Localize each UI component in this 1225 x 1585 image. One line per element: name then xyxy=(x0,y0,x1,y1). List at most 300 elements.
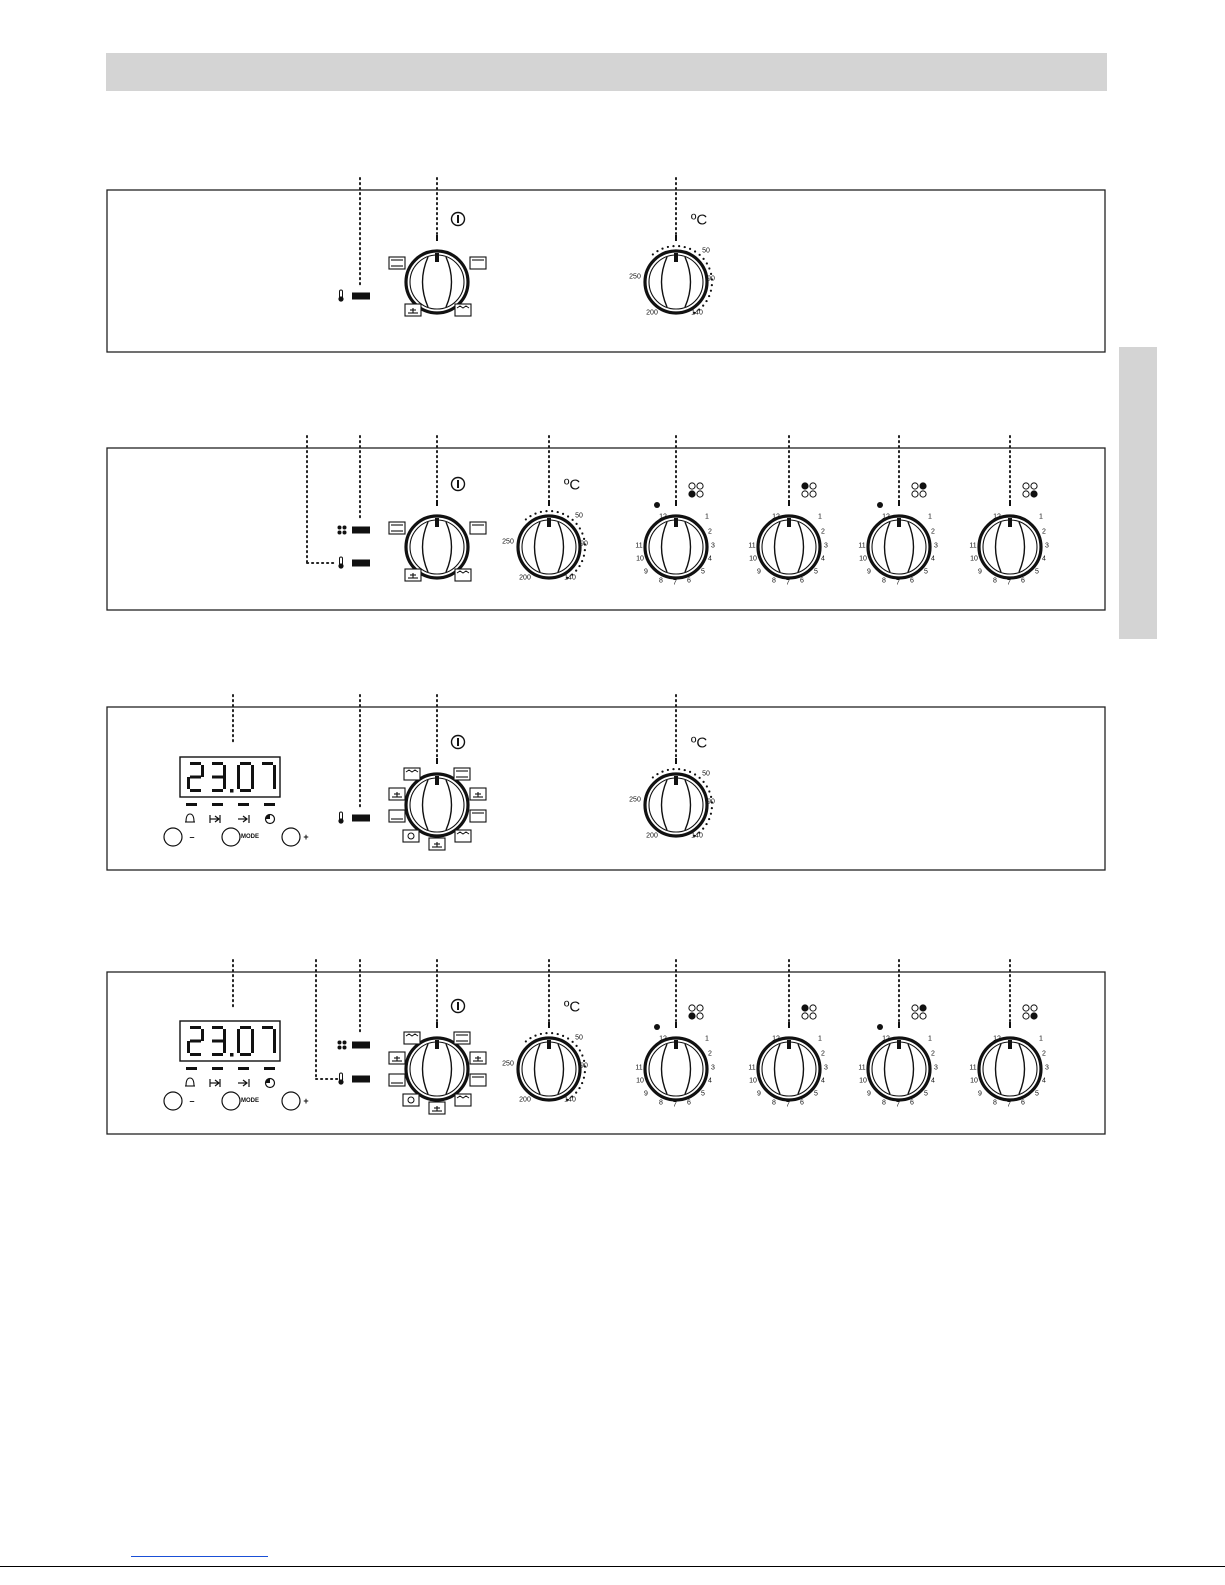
power-level-label: 5 xyxy=(701,568,705,576)
scale-dot xyxy=(689,771,691,773)
scale-dot xyxy=(694,773,696,775)
scale-dot xyxy=(545,510,547,512)
button-label: MODE xyxy=(241,1098,259,1104)
oven-mode-icon xyxy=(455,830,471,842)
power-level-label: 7 xyxy=(896,1101,900,1109)
power-level-label: 6 xyxy=(800,577,804,585)
power-level-label: 11 xyxy=(748,1064,756,1072)
power-level-label: 10 xyxy=(749,555,757,563)
button-label: + xyxy=(303,832,309,842)
display-marker xyxy=(186,803,197,806)
temperature-scale-label: 200 xyxy=(646,832,658,840)
knob-pointer xyxy=(787,1040,791,1049)
power-level-label: 4 xyxy=(931,555,935,563)
button-circle[interactable] xyxy=(164,1092,182,1110)
power-level-label: 3 xyxy=(1045,542,1049,550)
power-level-label: 11 xyxy=(748,542,756,550)
control-knob[interactable] xyxy=(389,736,486,851)
scale-dot xyxy=(567,515,569,517)
oven-mode-icon xyxy=(454,768,470,780)
thermometer-icon xyxy=(338,812,343,824)
control-panel xyxy=(107,695,1105,870)
power-level-label: 3 xyxy=(824,1064,828,1072)
indicator-lamp xyxy=(352,815,370,822)
power-level-label: 10 xyxy=(859,555,867,563)
clock-icon xyxy=(266,1079,275,1088)
knob-pointer xyxy=(435,518,439,527)
mode-button[interactable] xyxy=(222,1092,259,1110)
oven-mode-icon xyxy=(470,788,486,800)
power-level-label: 4 xyxy=(708,1077,712,1085)
scale-dot xyxy=(579,527,581,529)
power-level-label: 7 xyxy=(896,579,900,587)
cooking-zone-icon xyxy=(802,1005,816,1019)
display-marker xyxy=(186,1067,197,1070)
scale-dot xyxy=(661,248,663,250)
control-knob[interactable] xyxy=(748,483,828,587)
power-icon xyxy=(452,213,465,226)
scale-dot xyxy=(711,807,713,809)
scale-dot xyxy=(699,777,701,779)
bell-icon xyxy=(185,814,195,822)
power-level-label: 2 xyxy=(1042,1050,1046,1058)
scale-dot xyxy=(689,248,691,250)
power-level-label: 8 xyxy=(659,577,663,585)
indicator-lamp xyxy=(352,1042,370,1049)
power-level-label: 9 xyxy=(644,568,648,576)
scale-dot xyxy=(562,1035,564,1037)
oven-mode-icon xyxy=(455,1094,471,1106)
power-level-label: 10 xyxy=(636,1077,644,1085)
thermometer-icon xyxy=(338,290,343,302)
power-level-label: 2 xyxy=(821,528,825,536)
oven-mode-icon xyxy=(389,810,405,822)
indicator-lamp xyxy=(352,527,370,534)
scale-dot xyxy=(684,769,686,771)
power-level-label: 7 xyxy=(1007,1101,1011,1109)
display-value: 23.07 xyxy=(228,777,232,778)
power-level-label: 10 xyxy=(970,1077,978,1085)
temperature-scale-label: 140 xyxy=(564,574,576,582)
temperature-scale-label: 50 xyxy=(575,1034,583,1042)
temperature-scale-label: 50 xyxy=(702,247,710,255)
power-level-label: 1 xyxy=(1039,513,1043,521)
power-icon xyxy=(452,1000,465,1013)
temperature-scale-label: 200 xyxy=(519,574,531,582)
scale-dot xyxy=(551,510,553,512)
scale-dot xyxy=(583,1077,585,1079)
cooking-zone-icon xyxy=(802,483,816,497)
power-icon xyxy=(452,478,465,491)
power-level-label: 1 xyxy=(705,513,709,521)
scale-dot xyxy=(699,254,701,256)
knob-pointer xyxy=(897,1040,901,1049)
knob-pointer xyxy=(897,518,901,527)
knob-pointer xyxy=(547,1040,551,1049)
button-circle[interactable] xyxy=(222,828,240,846)
power-level-label: 2 xyxy=(931,1050,935,1058)
power-level-label: 6 xyxy=(687,1099,691,1107)
knob-pointer xyxy=(1008,518,1012,527)
oven-mode-icon xyxy=(403,830,419,842)
power-level-label: 12 xyxy=(882,1035,890,1043)
oven-mode-icon xyxy=(455,304,471,316)
scale-dot xyxy=(562,513,564,515)
scale-dot xyxy=(525,518,527,520)
control-knob[interactable] xyxy=(635,483,715,587)
oven-mode-icon xyxy=(389,1074,405,1086)
oven-mode-icon xyxy=(389,522,405,534)
temperature-scale-label: 200 xyxy=(646,309,658,317)
oven-mode-icon xyxy=(470,257,486,269)
control-knob[interactable] xyxy=(502,477,588,582)
power-level-label: 3 xyxy=(934,1064,938,1072)
power-level-label: 3 xyxy=(711,542,715,550)
power-level-label: 5 xyxy=(814,568,818,576)
thermometer-icon xyxy=(338,1073,343,1085)
temperature-scale-label: 90 xyxy=(580,1062,588,1070)
scale-dot xyxy=(579,1049,581,1051)
power-level-label: 12 xyxy=(772,513,780,521)
power-level-label: 6 xyxy=(1021,577,1025,585)
control-panel xyxy=(107,178,1105,352)
power-level-label: 2 xyxy=(708,1050,712,1058)
power-level-label: 6 xyxy=(687,577,691,585)
power-level-label: 8 xyxy=(659,1099,663,1107)
mode-button[interactable] xyxy=(222,828,259,846)
display-marker xyxy=(212,803,223,806)
position-dot xyxy=(877,502,883,508)
scale-dot xyxy=(678,768,680,770)
power-level-label: 12 xyxy=(659,513,667,521)
scale-dot xyxy=(529,515,531,517)
power-level-label: 8 xyxy=(882,577,886,585)
display-marker xyxy=(238,1067,249,1070)
power-level-label: 1 xyxy=(928,513,932,521)
scale-dot xyxy=(652,253,654,255)
power-level-label: 6 xyxy=(910,577,914,585)
indicator-lamp xyxy=(352,293,370,300)
oven-mode-icon xyxy=(403,1094,419,1106)
scale-dot xyxy=(710,813,712,815)
power-level-label: 10 xyxy=(859,1077,867,1085)
indicator-lamp xyxy=(352,560,370,567)
scale-dot xyxy=(705,300,707,302)
scale-dot xyxy=(684,246,686,248)
scale-dot xyxy=(575,1045,577,1047)
button-circle[interactable] xyxy=(282,828,300,846)
display-marker xyxy=(238,803,249,806)
knob-pointer xyxy=(1008,1040,1012,1049)
power-level-label: 6 xyxy=(910,1099,914,1107)
power-level-label: 11 xyxy=(858,542,866,550)
scale-dot xyxy=(572,1041,574,1043)
celsius-label: ºC xyxy=(690,734,708,752)
power-level-label: 1 xyxy=(818,513,822,521)
bell-icon xyxy=(185,1078,195,1086)
scale-dot xyxy=(711,284,713,286)
control-knob[interactable] xyxy=(629,212,715,317)
power-level-label: 5 xyxy=(701,1090,705,1098)
scale-dot xyxy=(656,773,658,775)
scale-dot xyxy=(581,1054,583,1056)
power-level-label: 5 xyxy=(1035,568,1039,576)
display-value: 23.07 xyxy=(228,1041,232,1042)
power-level-label: 12 xyxy=(993,1035,1001,1043)
power-level-label: 2 xyxy=(1042,528,1046,536)
knob-pointer xyxy=(435,1040,439,1049)
temperature-scale-label: 50 xyxy=(575,512,583,520)
position-dot xyxy=(877,1024,883,1030)
scale-dot xyxy=(575,1092,577,1094)
control-knob[interactable] xyxy=(858,483,938,587)
knob-pointer xyxy=(435,253,439,262)
power-level-label: 8 xyxy=(993,1099,997,1107)
power-level-label: 1 xyxy=(705,1035,709,1043)
knob-pointer xyxy=(547,518,551,527)
power-level-label: 11 xyxy=(969,1064,977,1072)
panel-frame xyxy=(107,448,1105,610)
power-level-label: 2 xyxy=(821,1050,825,1058)
timer-display xyxy=(164,757,309,846)
timer-display xyxy=(164,1021,309,1110)
scale-dot xyxy=(708,790,710,792)
power-icon xyxy=(452,736,465,749)
temperature-scale-label: 140 xyxy=(564,1096,576,1104)
oven-mode-icon xyxy=(405,569,421,581)
cooking-zone-icon xyxy=(1023,483,1037,497)
power-level-label: 4 xyxy=(1042,555,1046,563)
power-level-label: 3 xyxy=(711,1064,715,1072)
power-level-label: 9 xyxy=(757,1090,761,1098)
scale-dot xyxy=(581,532,583,534)
button-label: – xyxy=(189,1096,195,1106)
knob-pointer xyxy=(674,253,678,262)
power-level-label: 7 xyxy=(673,579,677,587)
duration-icon xyxy=(210,1079,220,1087)
display-marker xyxy=(264,803,275,806)
power-level-label: 4 xyxy=(1042,1077,1046,1085)
temperature-scale-label: 250 xyxy=(629,796,641,804)
scale-dot xyxy=(557,511,559,513)
control-knob[interactable] xyxy=(969,483,1049,587)
button-label: MODE xyxy=(241,834,259,840)
plus-button[interactable] xyxy=(282,828,309,846)
power-level-label: 3 xyxy=(934,542,938,550)
cooking-zone-icon xyxy=(912,483,926,497)
power-level-label: 11 xyxy=(858,1064,866,1072)
scale-dot xyxy=(672,245,674,247)
power-level-label: 11 xyxy=(635,542,643,550)
panel-frame xyxy=(107,190,1105,352)
power-level-label: 8 xyxy=(772,577,776,585)
minus-button[interactable] xyxy=(164,828,195,846)
temperature-scale-label: 50 xyxy=(702,770,710,778)
button-circle[interactable] xyxy=(282,1092,300,1110)
button-circle[interactable] xyxy=(222,1092,240,1110)
control-panel xyxy=(107,960,1105,1134)
thermometer-icon xyxy=(338,557,343,569)
scale-dot xyxy=(710,290,712,292)
temperature-scale-label: 250 xyxy=(502,538,514,546)
display-marker xyxy=(212,1067,223,1070)
power-level-label: 1 xyxy=(928,1035,932,1043)
button-label: – xyxy=(189,832,195,842)
scale-dot xyxy=(652,776,654,778)
oven-mode-icon xyxy=(389,257,405,269)
scale-dot xyxy=(708,295,710,297)
power-level-label: 10 xyxy=(970,555,978,563)
oven-mode-icon xyxy=(470,1074,486,1086)
power-level-label: 8 xyxy=(993,577,997,585)
scale-dot xyxy=(672,768,674,770)
button-circle[interactable] xyxy=(164,828,182,846)
scale-dot xyxy=(575,570,577,572)
power-level-label: 10 xyxy=(749,1077,757,1085)
knob-pointer xyxy=(435,776,439,785)
display-marker xyxy=(264,1067,275,1070)
knob-pointer xyxy=(787,518,791,527)
scale-dot xyxy=(706,785,708,787)
control-panel xyxy=(107,436,1105,610)
scale-dot xyxy=(708,267,710,269)
scale-dot xyxy=(667,246,669,248)
oven-mode-icon xyxy=(404,1032,420,1044)
temperature-scale-label: 140 xyxy=(691,309,703,317)
power-level-label: 9 xyxy=(757,568,761,576)
oven-mode-icon xyxy=(470,810,486,822)
power-level-label: 12 xyxy=(882,513,890,521)
hob-icon xyxy=(338,1041,347,1050)
scale-dot xyxy=(540,1033,542,1035)
power-level-label: 12 xyxy=(993,513,1001,521)
power-level-label: 4 xyxy=(821,1077,825,1085)
hob-icon xyxy=(338,526,347,535)
position-dot xyxy=(654,1024,660,1030)
knob-pointer xyxy=(674,518,678,527)
scale-dot xyxy=(678,245,680,247)
end-time-icon xyxy=(238,815,249,823)
cooking-zone-icon xyxy=(689,1005,703,1019)
power-level-label: 10 xyxy=(636,555,644,563)
temperature-scale-label: 250 xyxy=(502,1060,514,1068)
scale-dot xyxy=(694,250,696,252)
scale-dot xyxy=(545,1032,547,1034)
scale-dot xyxy=(706,262,708,264)
power-level-label: 8 xyxy=(772,1099,776,1107)
power-level-label: 9 xyxy=(978,568,982,576)
power-level-label: 4 xyxy=(821,555,825,563)
power-level-label: 7 xyxy=(786,579,790,587)
oven-mode-icon xyxy=(455,569,471,581)
power-level-label: 9 xyxy=(867,568,871,576)
oven-mode-icon xyxy=(429,838,445,850)
celsius-label: ºC xyxy=(690,211,708,229)
power-level-label: 9 xyxy=(867,1090,871,1098)
scale-dot xyxy=(578,1087,580,1089)
scale-dot xyxy=(529,1037,531,1039)
scale-dot xyxy=(551,1032,553,1034)
power-level-label: 1 xyxy=(1039,1035,1043,1043)
power-level-label: 6 xyxy=(800,1099,804,1107)
scale-dot xyxy=(581,560,583,562)
power-level-label: 4 xyxy=(931,1077,935,1085)
power-level-label: 5 xyxy=(924,1090,928,1098)
power-level-label: 5 xyxy=(814,1090,818,1098)
scale-dot xyxy=(525,1040,527,1042)
scale-dot xyxy=(702,258,704,260)
oven-mode-icon xyxy=(470,1052,486,1064)
temperature-scale-label: 200 xyxy=(519,1096,531,1104)
temperature-scale-label: 90 xyxy=(707,798,715,806)
display-dot xyxy=(230,1053,234,1057)
scale-dot xyxy=(708,818,710,820)
clock-icon xyxy=(266,815,275,824)
celsius-label: ºC xyxy=(563,998,581,1016)
scale-dot xyxy=(540,511,542,513)
cooking-zone-icon xyxy=(1023,1005,1037,1019)
end-time-icon xyxy=(238,1079,249,1087)
power-level-label: 3 xyxy=(824,542,828,550)
power-level-label: 7 xyxy=(673,1101,677,1109)
scale-dot xyxy=(534,513,536,515)
power-level-label: 6 xyxy=(1021,1099,1025,1107)
indicator-lamp xyxy=(352,1076,370,1083)
scale-dot xyxy=(702,305,704,307)
scale-dot xyxy=(581,1082,583,1084)
cooking-zone-icon xyxy=(912,1005,926,1019)
oven-mode-icon xyxy=(429,1102,445,1114)
oven-mode-icon xyxy=(405,304,421,316)
scale-dot xyxy=(667,769,669,771)
power-level-label: 12 xyxy=(772,1035,780,1043)
oven-mode-icon xyxy=(454,1032,470,1044)
power-level-label: 7 xyxy=(786,1101,790,1109)
scale-dot xyxy=(702,781,704,783)
display-dot xyxy=(230,789,234,793)
minus-button[interactable] xyxy=(164,1092,195,1110)
oven-mode-icon xyxy=(470,522,486,534)
knob-pointer xyxy=(674,776,678,785)
scale-dot xyxy=(575,523,577,525)
scale-dot xyxy=(534,1035,536,1037)
cooking-zone-icon xyxy=(689,483,703,497)
knob-pointer xyxy=(674,1040,678,1049)
scale-dot xyxy=(567,1037,569,1039)
power-level-label: 3 xyxy=(1045,1064,1049,1072)
power-level-label: 9 xyxy=(978,1090,982,1098)
scale-dot xyxy=(702,828,704,830)
scale-dot xyxy=(557,1033,559,1035)
oven-mode-icon xyxy=(404,768,420,780)
duration-icon xyxy=(210,815,220,823)
power-level-label: 11 xyxy=(635,1064,643,1072)
button-label: + xyxy=(303,1096,309,1106)
scale-dot xyxy=(705,823,707,825)
scale-dot xyxy=(572,519,574,521)
control-knob[interactable] xyxy=(629,735,715,840)
power-level-label: 1 xyxy=(818,1035,822,1043)
plus-button[interactable] xyxy=(282,1092,309,1110)
power-level-label: 11 xyxy=(969,542,977,550)
temperature-scale-label: 90 xyxy=(580,540,588,548)
oven-mode-icon xyxy=(389,1052,405,1064)
scale-dot xyxy=(584,1071,586,1073)
scale-dot xyxy=(583,555,585,557)
scale-dot xyxy=(661,771,663,773)
control-knob[interactable] xyxy=(502,999,588,1104)
power-level-label: 12 xyxy=(659,1035,667,1043)
